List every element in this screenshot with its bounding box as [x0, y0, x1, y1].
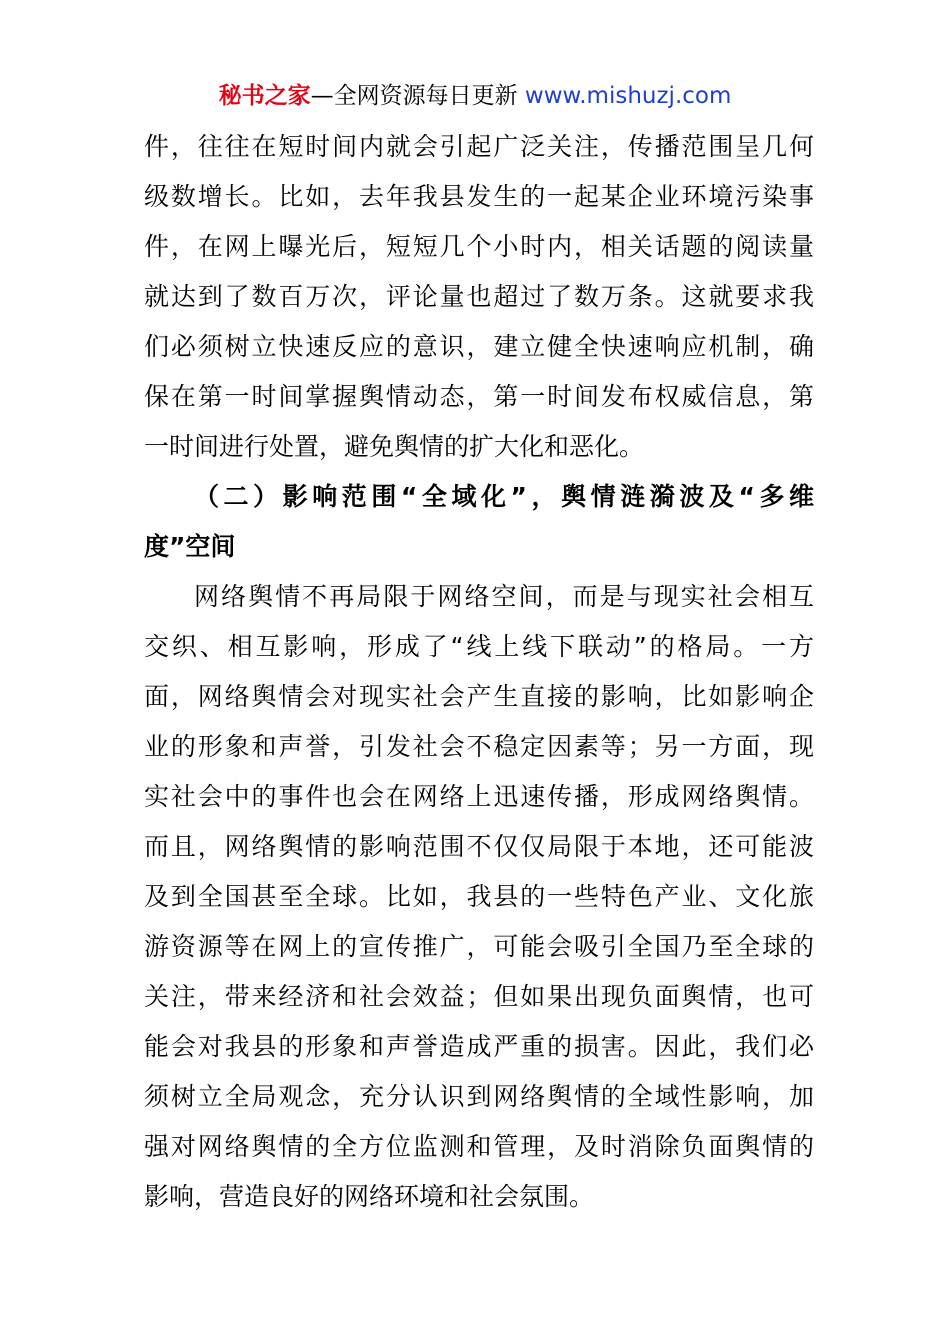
header-tagline: —全网资源每日更新: [310, 83, 525, 109]
paragraph-line: 影响，营造良好的网络环境和社会氛围。: [144, 1182, 595, 1211]
paragraph-line: 件，在网上曝光后，短短几个小时内，相关话题的阅读量: [144, 232, 814, 261]
paragraph-line: 交织、相互影响，形成了“线上线下联动”的格局。一方: [144, 632, 814, 661]
paragraph-line: 们必须树立快速反应的意识，建立健全快速响应机制，确: [144, 332, 814, 361]
paragraph-line: 保在第一时间掌握舆情动态，第一时间发布权威信息，第: [144, 382, 814, 411]
paragraph-line: 一时间进行处置，避免舆情的扩大化和恶化。: [144, 432, 645, 461]
paragraph-line: 业的形象和声誉，引发社会不稳定因素等；另一方面，现: [144, 732, 814, 761]
paragraph-line: 就达到了数百万次，评论量也超过了数万条。这就要求我: [144, 282, 814, 311]
brand-name: 秘书之家: [218, 83, 311, 109]
paragraph-line: 件，往往在短时间内就会引起广泛关注，传播范围呈几何: [144, 132, 814, 161]
site-url-link[interactable]: www.mishuzj.com: [524, 83, 732, 109]
paragraph-line: 网络舆情不再局限于网络空间，而是与现实社会相互: [194, 582, 814, 611]
paragraph-line: 须树立全局观念，充分认识到网络舆情的全域性影响，加: [144, 1082, 814, 1111]
paragraph-line: 游资源等在网上的宣传推广，可能会吸引全国乃至全球的: [144, 932, 814, 961]
paragraph-line: 级数增长。比如，去年我县发生的一起某企业环境污染事: [144, 182, 814, 211]
section-heading-continued: 度”空间: [144, 532, 236, 561]
paragraph-line: 而且，网络舆情的影响范围不仅仅局限于本地，还可能波: [144, 832, 814, 861]
page-header: [0, 80, 950, 112]
paragraph-line: 面，网络舆情会对现实社会产生直接的影响，比如影响企: [144, 682, 814, 711]
paragraph-line: 强对网络舆情的全方位监测和管理，及时消除负面舆情的: [144, 1132, 814, 1161]
paragraph-line: 及到全国甚至全球。比如，我县的一些特色产业、文化旅: [144, 882, 814, 911]
paragraph-line: 实社会中的事件也会在网络上迅速传播，形成网络舆情。: [144, 782, 814, 811]
paragraph-line: 能会对我县的形象和声誉造成严重的损害。因此，我们必: [144, 1032, 814, 1061]
document-body: [144, 122, 814, 1222]
section-heading: （二）影响范围“全域化”，舆情涟漪波及“多维: [194, 482, 814, 511]
paragraph-line: 关注，带来经济和社会效益；但如果出现负面舆情，也可: [144, 982, 814, 1011]
